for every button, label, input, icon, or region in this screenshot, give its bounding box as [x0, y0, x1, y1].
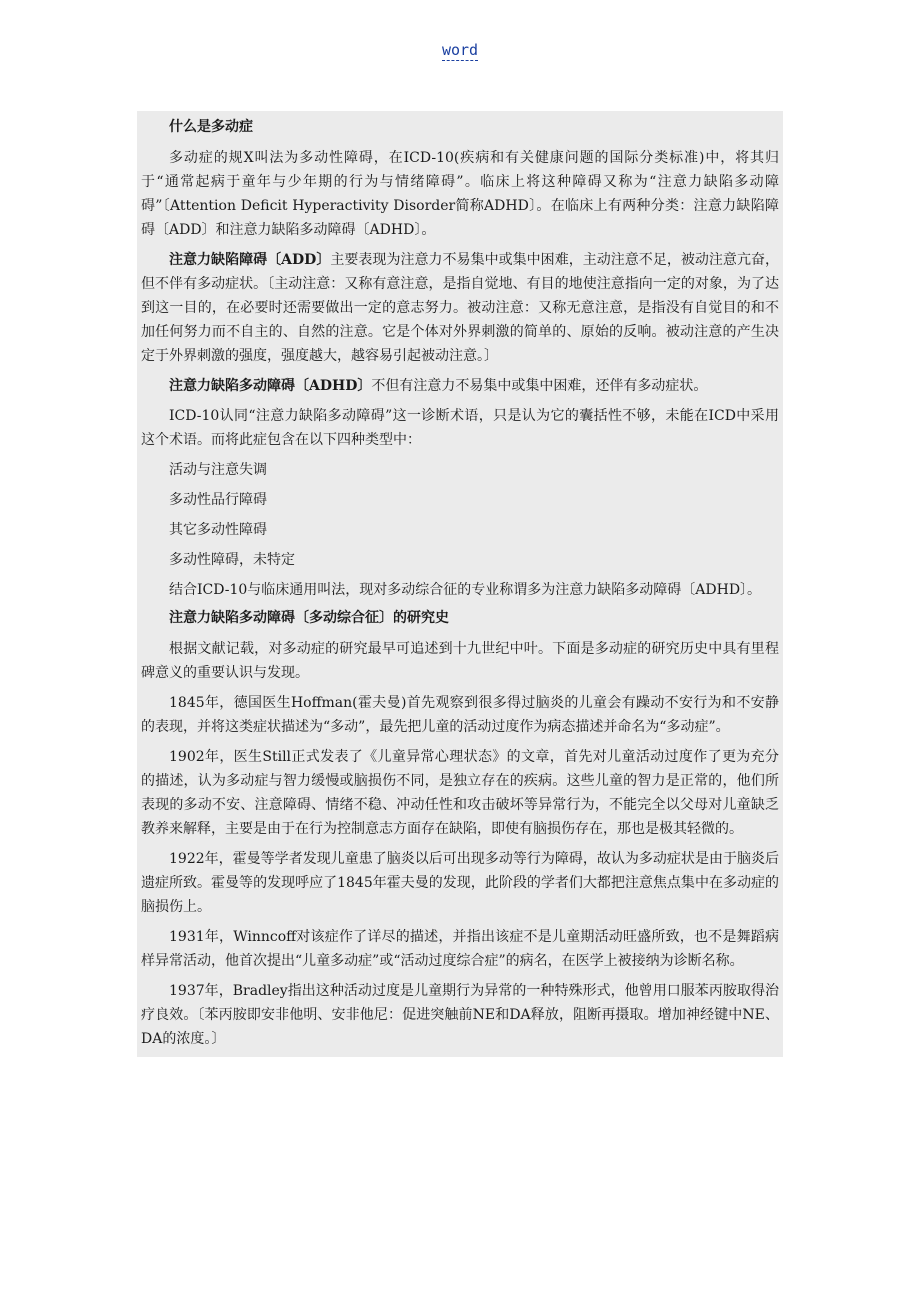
type-item: 多动性障碍，未特定 [169, 552, 295, 568]
combined-paragraph: 结合ICD-10与临床通用叫法，现对多动综合征的专业称谓多为注意力缺陷多动障碍〔ADHD〕。 [169, 582, 762, 598]
type-item: 活动与注意失调 [169, 462, 267, 478]
history-paragraph: 1922年，霍曼等学者发现儿童患了脑炎以后可出现多动等行为障碍，故认为多动症状是由于脑炎后遗症所致。霍曼等的发现呼应了1845年霍夫曼的发现，此阶段的学者们大都把注意焦点集中在多动症的脑损伤上。 [141, 851, 779, 915]
history-paragraph: 1931年，Winncoff对该症作了详尽的描述，并指出该症不是儿童期活动旺盛所致，也不是舞蹈病样异常活动，他首次提出“儿童多动症”或“活动过度综合症”的病名，在医学上被接纳为诊断名称。 [141, 929, 779, 969]
definition-paragraph: 多动症的规X叫法为多动性障碍，在ICD-10(疾病和有关健康问题的国际分类标准)中，将其归于“通常起病于童年与少年期的行为与情绪障碍”。临床上将这种障碍又称为“注意力缺陷多动障碍”〔Attention Deficit Hyperactivity Disorder简称ADHD〕。在临床上有两种分类：注意力缺陷障碍〔ADD〕和注意力缺陷多动障碍〔ADHD〕。 [141, 150, 779, 238]
section-heading-what-is: 什么是多动症 [169, 119, 253, 135]
section-heading-history: 注意力缺陷多动障碍〔多动综合征〕的研究史 [169, 610, 449, 626]
add-paragraph [141, 244, 779, 370]
type-item: 多动性品行障碍 [169, 492, 267, 508]
history-paragraph: 1902年，医生Still正式发表了《儿童异常心理状态》的文章，首先对儿童活动过度作了更为充分的描述，认为多动症与智力缓慢或脑损伤不同，是独立存在的疾病。这些儿童的智力是正常的，他们所表现的多动不安、注意障碍、情绪不稳、冲动任性和攻击破坏等异常行为，不能完全以父母对儿童缺乏教养来解释，主要是由于在行为控制意志方面存在缺陷，即使有脑损伤存在，那也是极其轻微的。 [141, 749, 779, 837]
page-header [0, 40, 920, 59]
add-text: 主要表现为注意力不易集中或集中困难，主动注意不足，被动注意亢奋，但不伴有多动症状。〔主动注意：又称有意注意，是指自觉地、有目的地使注意指向一定的对象，为了达到这一目的，在必要时还需要做出一定的意志努力。被动注意：又称无意注意，是指没有自觉目的和不加任何努力而不自主的、自然的注意。它是个体对外界刺激的简单的、原始的反响。被动注意的产生决定于外界刺激的强度，强度越大，越容易引起被动注意。〕 [141, 252, 779, 364]
history-paragraph: 根据文献记载，对多动症的研究最早可追述到十九世纪中叶。下面是多动症的研究历史中具有里程碑意义的重要认识与发现。 [141, 641, 779, 681]
history-paragraph: 1845年，德国医生Hoffman(霍夫曼)首先观察到很多得过脑炎的儿童会有躁动不安行为和不安静的表现，并将这类症状描述为“多动”，最先把儿童的活动过度作为病态描述并命名为“多动症”。 [141, 695, 779, 735]
adhd-text: 不但有注意力不易集中或集中困难，还伴有多动症状。 [371, 378, 708, 394]
add-term: 注意力缺陷障碍〔ADD〕 [169, 252, 331, 268]
type-item: 其它多动性障碍 [169, 522, 267, 538]
word-link[interactable]: word [441, 41, 479, 59]
history-paragraph: 1937年，Bradley指出这种活动过度是儿童期行为异常的一种特殊形式，他曾用口服苯丙胺取得治疗良效。〔苯丙胺即安非他明、安非他尼：促进突触前NE和DA释放，阻断再摄取。增加神经键中NE、DA的浓度。〕 [141, 983, 779, 1047]
adhd-paragraph [141, 370, 779, 400]
adhd-term: 注意力缺陷多动障碍〔ADHD〕 [169, 378, 372, 394]
icd-paragraph: ICD-10认同“注意力缺陷多动障碍”这一诊断术语，只是认为它的囊括性不够，未能在ICD中采用这个术语。而将此症包含在以下四种类型中： [141, 408, 779, 448]
document-body [137, 111, 783, 1057]
